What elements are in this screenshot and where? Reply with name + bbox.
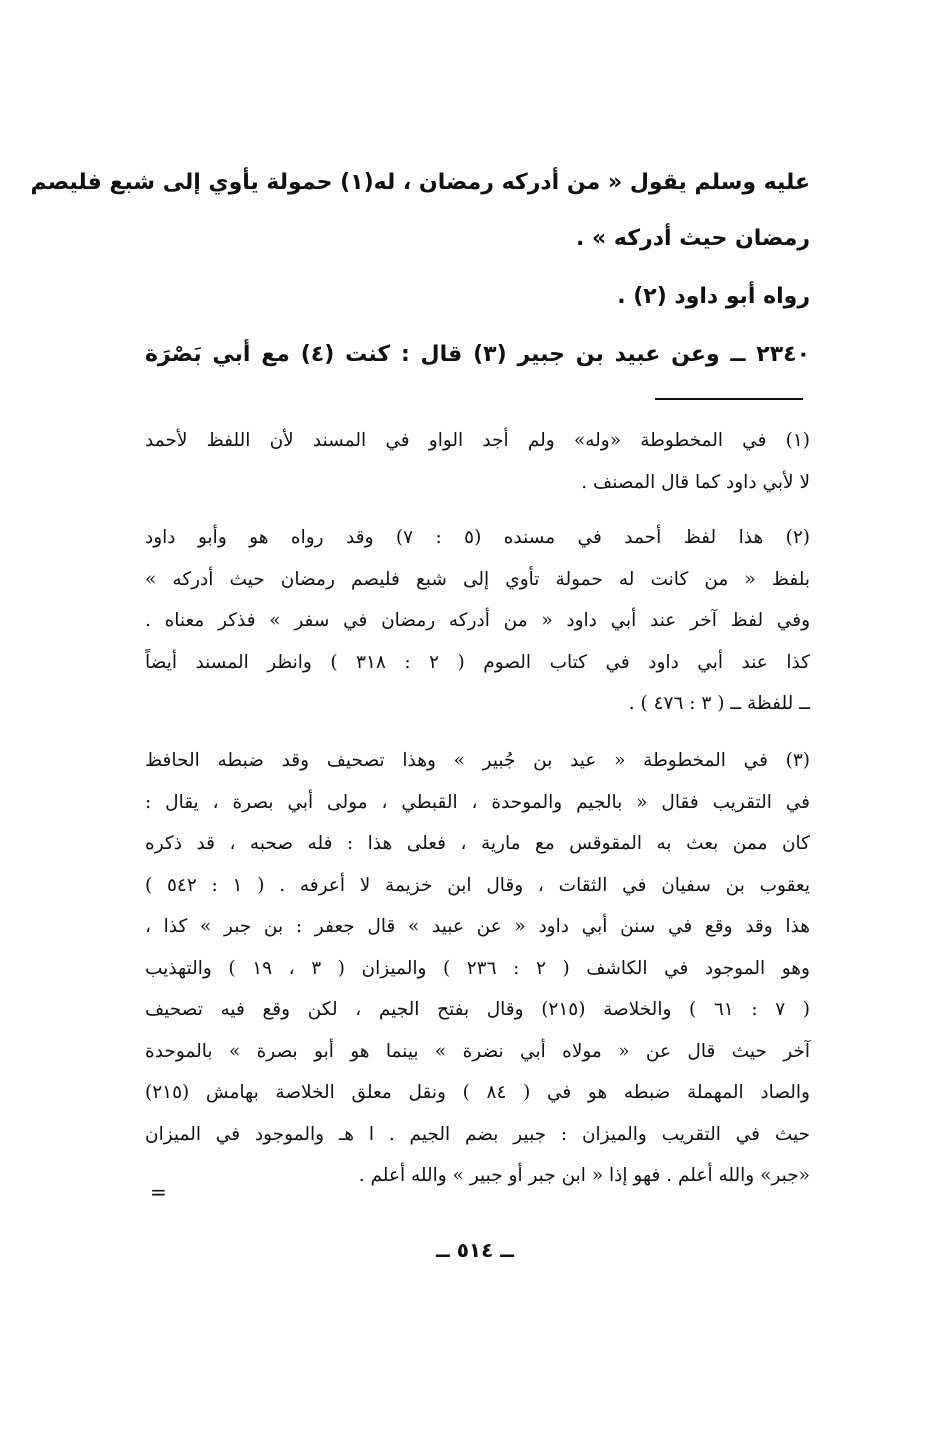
footnote-line: ( ٧ : ٦١ ) والخلاصة (٢١٥) وقال بفتح الجيم ، لكن وقع فيه تصحيف [145,999,810,1020]
main-text [30,155,810,383]
footnote-line: (٣) في المخطوطة « عيد بن جُبير » وهذا تصحيف وقد ضبطه الحافظ [145,750,810,771]
main-text-line: عليه وسلم يقول « من أدركه رمضان ، له(١) حمولة يأوي إلى شبع فليصم [30,170,810,195]
footnote-2 [145,517,810,725]
footnote-line: (١) في المخطوطة «وله» ولم أجد الواو في المسند لأن اللفظ لأحمد [145,430,810,451]
footnote-line: حيث في التقريب والميزان : جبير بضم الجيم . ا هـ والموجود في الميزان [145,1123,810,1145]
footnote-line: لا لأبي داود كما قال المصنف . [581,471,810,493]
footnote-line: آخر حيث قال عن « مولاه أبي نضرة » بينما هو أبو بصرة » بالموحدة [145,1040,810,1062]
footnote-line: وفي لفظ آخر عند أبي داود « من أدركه رمضان في سفر » فذكر معناه . [145,610,810,631]
footnote-separator [655,398,803,400]
footnote-line: وهو الموجود في الكاشف ( ٢ : ٢٣٦ ) والميزان ( ٣ ، ١٩ ) والتهذيب [145,957,810,979]
footnote-1 [145,420,810,503]
footnote-line: (٢) هذا لفظ أحمد في مسنده (٥ : ٧) وقد رواه هو وأبو داود [145,527,810,548]
main-text-line: رواه أبو داود (٢) . [617,284,810,309]
footnote-line: في التقريب فقال « بالجيم والموحدة ، القبطي ، مولى أبي بصرة ، يقال : [145,791,810,813]
main-text-line: رمضان حيث أدركه » . [576,226,810,251]
footnote-line: يعقوب بن سفيان في الثقات ، وقال ابن خزيمة لا أعرفه . ( ١ : ٥٤٢ ) [145,874,811,896]
footnote-line: كان ممن بعث به المقوقس مع مارية ، فعلى هذا : فله صحبه ، قد ذكره [145,833,810,854]
footnote-line: بلفظ « من كانت له حمولة تأوي إلى شبع فليصم رمضان حيث أدركه » [145,568,810,590]
footnote-line: هذا وقد وقع في سنن أبي داود « عن عبيد » قال جعفر : بن جبر » كذا ، [145,916,810,937]
footnote-line: كذا عند أبي داود في كتاب الصوم ( ٢ : ٣١٨ ) وانظر المسند أيضاً [145,651,810,673]
continuation-mark: = [150,1180,167,1204]
footnote-3 [145,740,810,1197]
footnote-line: ــ للفظة ــ ( ٣ : ٤٧٦ ) . [628,693,810,714]
page-number: ــ ٥١٤ ــ [436,1238,514,1262]
footnote-line: «جبر» والله أعلم . فهو إذا « ابن جبر أو جبير » والله أعلم . [358,1165,810,1186]
hadith-2340-line: ٢٣٤٠ ــ وعن عبيد بن جبير (٣) قال : كنت (٤) مع أبي بَصْرَة [145,342,810,367]
footnote-line: والصاد المهملة ضبطه هو في ( ٨٤ ) ونقل معلق الخلاصة بهامش (٢١٥) [145,1082,810,1103]
